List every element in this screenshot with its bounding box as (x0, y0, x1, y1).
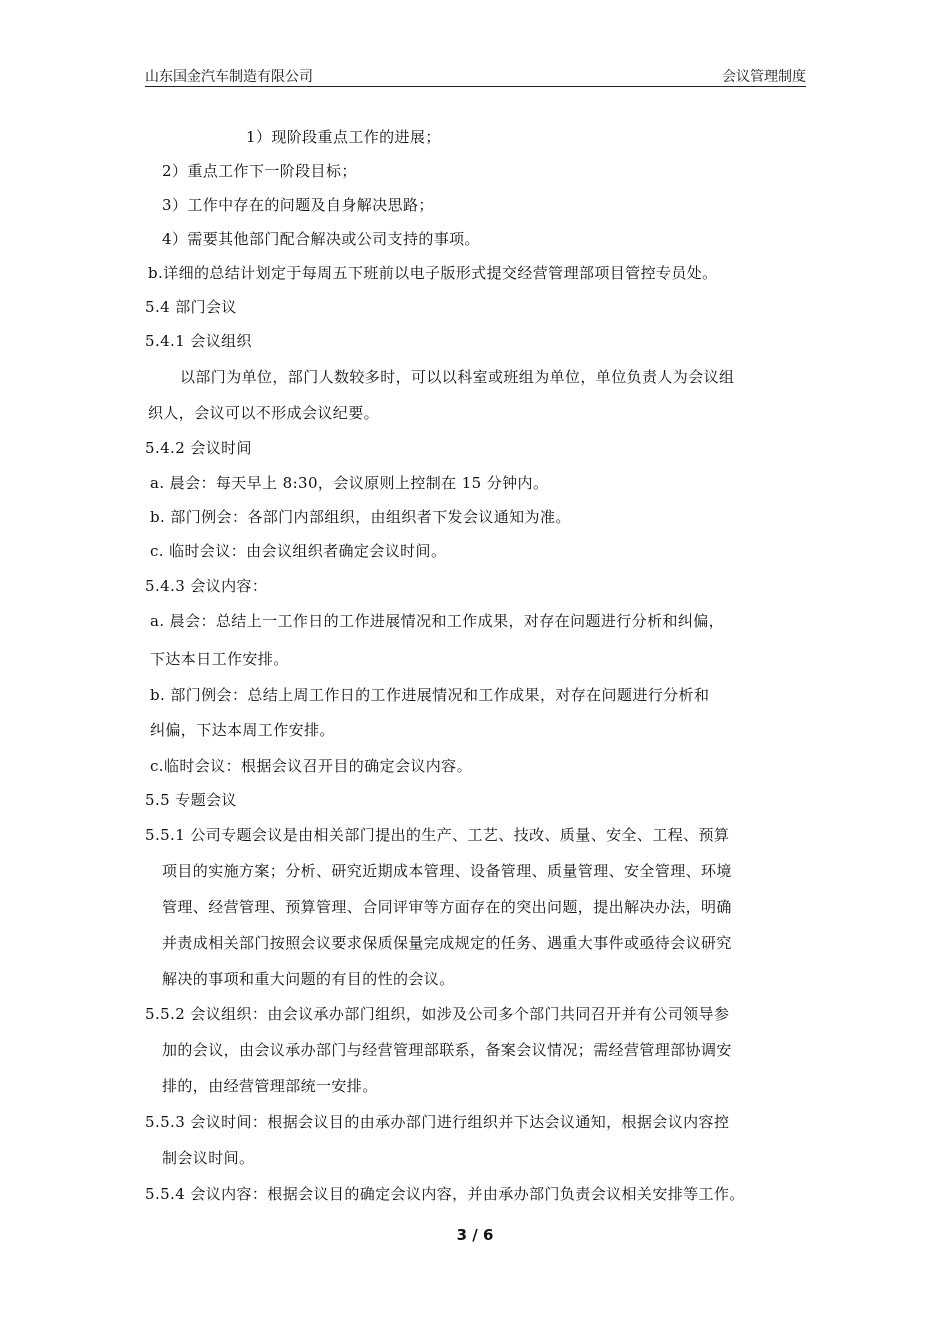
section-heading: 5.5 专题会议 (145, 791, 237, 809)
paragraph-line: b. 部门例会：总结上周工作日的工作进展情况和工作成果，对存在问题进行分析和 (150, 686, 710, 704)
paragraph-line: 5.5.2 会议组织：由会议承办部门组织，如涉及公司多个部门共同召开并有公司领导参 (145, 1005, 730, 1023)
page-number: 3 / 6 (456, 1226, 494, 1244)
paragraph-line: 制会议时间。 (162, 1149, 255, 1167)
paragraph-line: b. 部门例会：各部门内部组织，由组织者下发会议通知为准。 (150, 508, 571, 526)
paragraph-line: 解决的事项和重大问题的有目的性的会议。 (162, 970, 455, 988)
paragraph-line: 管理、经营管理、预算管理、合同评审等方面存在的突出问题，提出解决办法，明确 (162, 898, 732, 916)
paragraph-line: c. 临时会议：由会议组织者确定会议时间。 (150, 542, 447, 560)
paragraph-line: b.详细的总结计划定于每周五下班前以电子版形式提交经营管理部项目管控专员处。 (148, 264, 718, 282)
section-heading: 5.4 部门会议 (145, 298, 237, 316)
paragraph-line: 项目的实施方案；分析、研究近期成本管理、设备管理、质量管理、安全管理、环境 (162, 862, 732, 880)
paragraph-line: 1）现阶段重点工作的进展； (246, 128, 441, 146)
paragraph-line: 下达本日工作安排。 (150, 650, 289, 668)
paragraph-line: 排的，由经营管理部统一安排。 (162, 1077, 378, 1095)
subsection-heading: 5.4.1 会议组织 (145, 332, 252, 350)
paragraph-line: a. 晨会：总结上一工作日的工作进展情况和工作成果，对存在问题进行分析和纠偏， (150, 612, 725, 630)
paragraph-line: 5.5.1 公司专题会议是由相关部门提出的生产、工艺、技改、质量、安全、工程、预算 (145, 826, 730, 844)
paragraph-line: c.临时会议：根据会议召开目的确定会议内容。 (150, 757, 472, 775)
paragraph-line: 4）需要其他部门配合解决或公司支持的事项。 (162, 230, 480, 248)
paragraph-line: a. 晨会：每天早上 8:30，会议原则上控制在 15 分钟内。 (150, 474, 549, 492)
paragraph-line: 5.5.4 会议内容：根据会议目的确定会议内容，并由承办部门负责会议相关安排等工作。 (145, 1185, 745, 1203)
paragraph-line: 3）工作中存在的问题及自身解决思路； (162, 196, 434, 214)
paragraph-line: 以部门为单位，部门人数较多时，可以以科室或班组为单位，单位负责人为会议组 (180, 368, 735, 386)
paragraph-line: 纠偏，下达本周工作安排。 (150, 721, 335, 739)
paragraph-line: 织人，会议可以不形成会议纪要。 (148, 404, 380, 422)
header-company-name: 山东国金汽车制造有限公司 (145, 69, 313, 85)
page-header (145, 64, 806, 87)
paragraph-line: 并责成相关部门按照会议要求保质保量完成规定的任务、遇重大事件或亟待会议研究 (162, 934, 732, 952)
paragraph-line: 2）重点工作下一阶段目标； (162, 162, 357, 180)
subsection-heading: 5.4.2 会议时间 (145, 439, 252, 457)
paragraph-line: 加的会议，由会议承办部门与经营管理部联系，备案会议情况；需经营管理部协调安 (162, 1041, 732, 1059)
subsection-heading: 5.4.3 会议内容： (145, 577, 268, 595)
header-document-title: 会议管理制度 (722, 69, 806, 85)
paragraph-line: 5.5.3 会议时间：根据会议目的由承办部门进行组织并下达会议通知，根据会议内容控 (145, 1113, 730, 1131)
